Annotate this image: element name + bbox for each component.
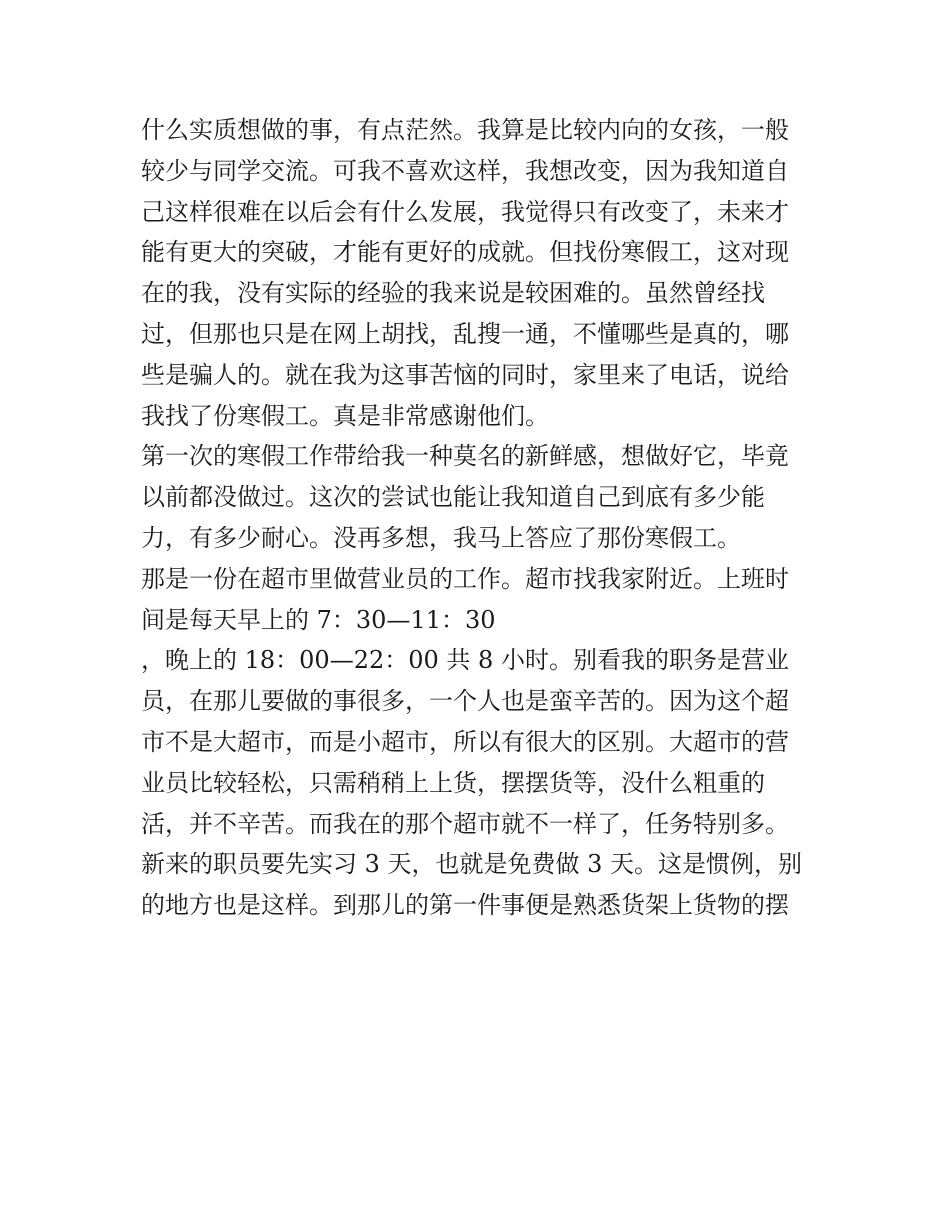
text-line: 些是骗人的。就在我为这事苦恼的同时，家里来了电话，说给 bbox=[141, 360, 789, 389]
document-body bbox=[141, 110, 821, 926]
text-line: 员，在那儿要做的事很多，一个人也是蛮辛苦的。因为这个超 bbox=[141, 687, 789, 716]
text-line: 活，并不辛苦。而我在的那个超市就不一样了，任务特别多。 bbox=[141, 809, 789, 838]
text-line: 较少与同学交流。可我不喜欢这样，我想改变，因为我知道自 bbox=[141, 156, 789, 185]
text-line: 那是一份在超市里做营业员的工作。超市找我家附近。上班时 bbox=[141, 564, 789, 593]
text-line: 过，但那也只是在网上胡找，乱搜一通，不懂哪些是真的，哪 bbox=[141, 319, 789, 348]
text-line: ，晚上的 18：00—22：00 共 8 小时。别看我的职务是营业 bbox=[141, 646, 789, 675]
text-line: 己这样很难在以后会有什么发展，我觉得只有改变了，未来才 bbox=[141, 197, 789, 226]
text-line: 业员比较轻松，只需稍稍上上货，摆摆货等，没什么粗重的 bbox=[141, 768, 765, 797]
text-line: 我找了份寒假工。真是非常感谢他们。 bbox=[141, 401, 549, 430]
text-line: 在的我，没有实际的经验的我来说是较困难的。虽然曾经找 bbox=[141, 279, 765, 308]
text-line: 第一次的寒假工作带给我一种莫名的新鲜感，想做好它，毕竟 bbox=[141, 442, 789, 471]
text-line: 能有更大的突破，才能有更好的成就。但找份寒假工，这对现 bbox=[141, 238, 789, 267]
text-line: 市不是大超市，而是小超市，所以有很大的区别。大超市的营 bbox=[141, 727, 789, 756]
text-line: 新来的职员要先实习 3 天，也就是免费做 3 天。这是惯例，别 bbox=[141, 850, 803, 879]
text-line: 间是每天早上的 7：30—11：30 bbox=[141, 605, 496, 634]
text-line: 什么实质想做的事，有点茫然。我算是比较内向的女孩，一般 bbox=[141, 116, 789, 144]
text-line: 以前都没做过。这次的尝试也能让我知道自己到底有多少能 bbox=[141, 483, 765, 512]
text-line: 的地方也是这样。到那儿的第一件事便是熟悉货架上货物的摆 bbox=[141, 891, 789, 920]
text-line: 力，有多少耐心。没再多想，我马上答应了那份寒假工。 bbox=[141, 523, 741, 552]
